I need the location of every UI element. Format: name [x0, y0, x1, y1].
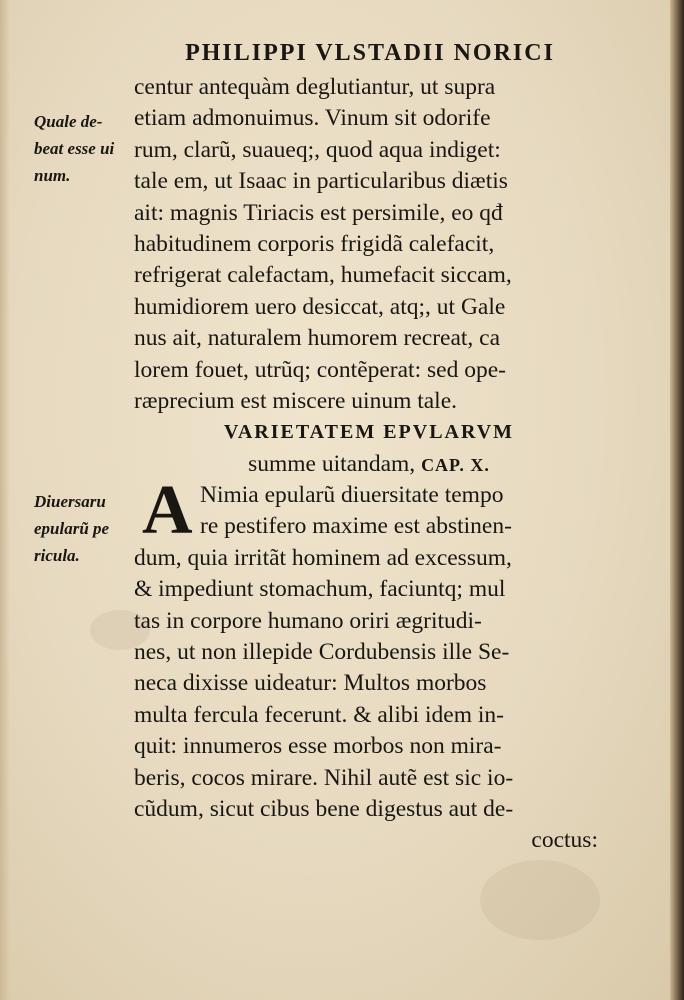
margin-note-banquets: [34, 488, 144, 569]
text-line: beris, cocos mirare. Nihil autẽ est sic io-: [134, 764, 514, 791]
text-line: rum, clarũ, suaueq;, quod aqua indiget:: [134, 136, 501, 163]
text-line: re pestifero maxime est abstinen-: [200, 513, 512, 540]
text-line: cũdum, sicut cibus bene digestus aut de-: [134, 795, 514, 822]
text-line: neca dixisse uideatur: Multos morbos: [134, 670, 487, 697]
margin-note-line: ricula.: [34, 546, 80, 565]
text-line: lorem fouet, utrũq; contẽperat: sed ope-: [134, 356, 506, 383]
margin-note-line: beat esse ui: [34, 139, 115, 158]
running-head: PHILIPPI VLSTADII NORICI: [185, 40, 555, 66]
body-text: [134, 72, 604, 857]
text-line: centur antequàm deglutiantur, ut supra: [134, 74, 496, 100]
chapter-heading: VARIETATEM EPVLARVM: [223, 421, 515, 444]
text-line: etiam admonuimus. Vinum sit odorife: [134, 105, 491, 132]
text-line: Nimia epularũ diuersitate tempo: [200, 482, 504, 509]
text-line: & impediunt stomachum, faciuntq; mul: [134, 576, 506, 603]
margin-note-line: num.: [34, 166, 71, 185]
chapter-subheading-text: summe uitandam,: [248, 450, 416, 477]
margin-note-line: Diuersaru: [34, 492, 106, 511]
page-right-edge: [670, 0, 684, 1000]
text-line: dum, quia irritãt hominem ad excessum,: [134, 544, 512, 571]
drop-cap-letter: A: [142, 472, 193, 549]
paper-stain: [480, 860, 600, 940]
page-left-edge: [0, 0, 10, 1000]
catchword: coctus:: [531, 827, 598, 854]
text-line: nus ait, naturalem humorem recreat, ca: [134, 325, 501, 352]
text-line: nes, ut non illepide Cordubensis ille Se-: [134, 639, 510, 666]
text-line: refrigerat calefactam, humefacit siccam,: [134, 262, 512, 289]
text-line: quit: innumeros esse morbos non mira-: [134, 733, 502, 760]
margin-note-wine: [34, 108, 144, 189]
chapter-subheading: [134, 449, 604, 480]
text-line: ræprecium est miscere uinum tale.: [134, 387, 458, 414]
text-line: tale em, ut Isaac in particularibus diætis: [134, 168, 508, 195]
text-line: multa fercula fecerunt. & alibi idem in-: [134, 701, 504, 728]
text-line: ait: magnis Tiriacis est persimile, eo qđ: [134, 199, 503, 226]
text-line: tas in corpore humano oriri ægritudi-: [134, 607, 482, 634]
margin-note-line: epularũ pe: [34, 519, 110, 538]
text-line: habitudinem corporis frigidã calefacit,: [134, 230, 495, 257]
text-line: humidiorem uero desiccat, atq;, ut Gale: [134, 293, 506, 320]
margin-note-line: Quale de-: [34, 112, 103, 131]
chapter-number: CAP. X.: [421, 454, 490, 475]
